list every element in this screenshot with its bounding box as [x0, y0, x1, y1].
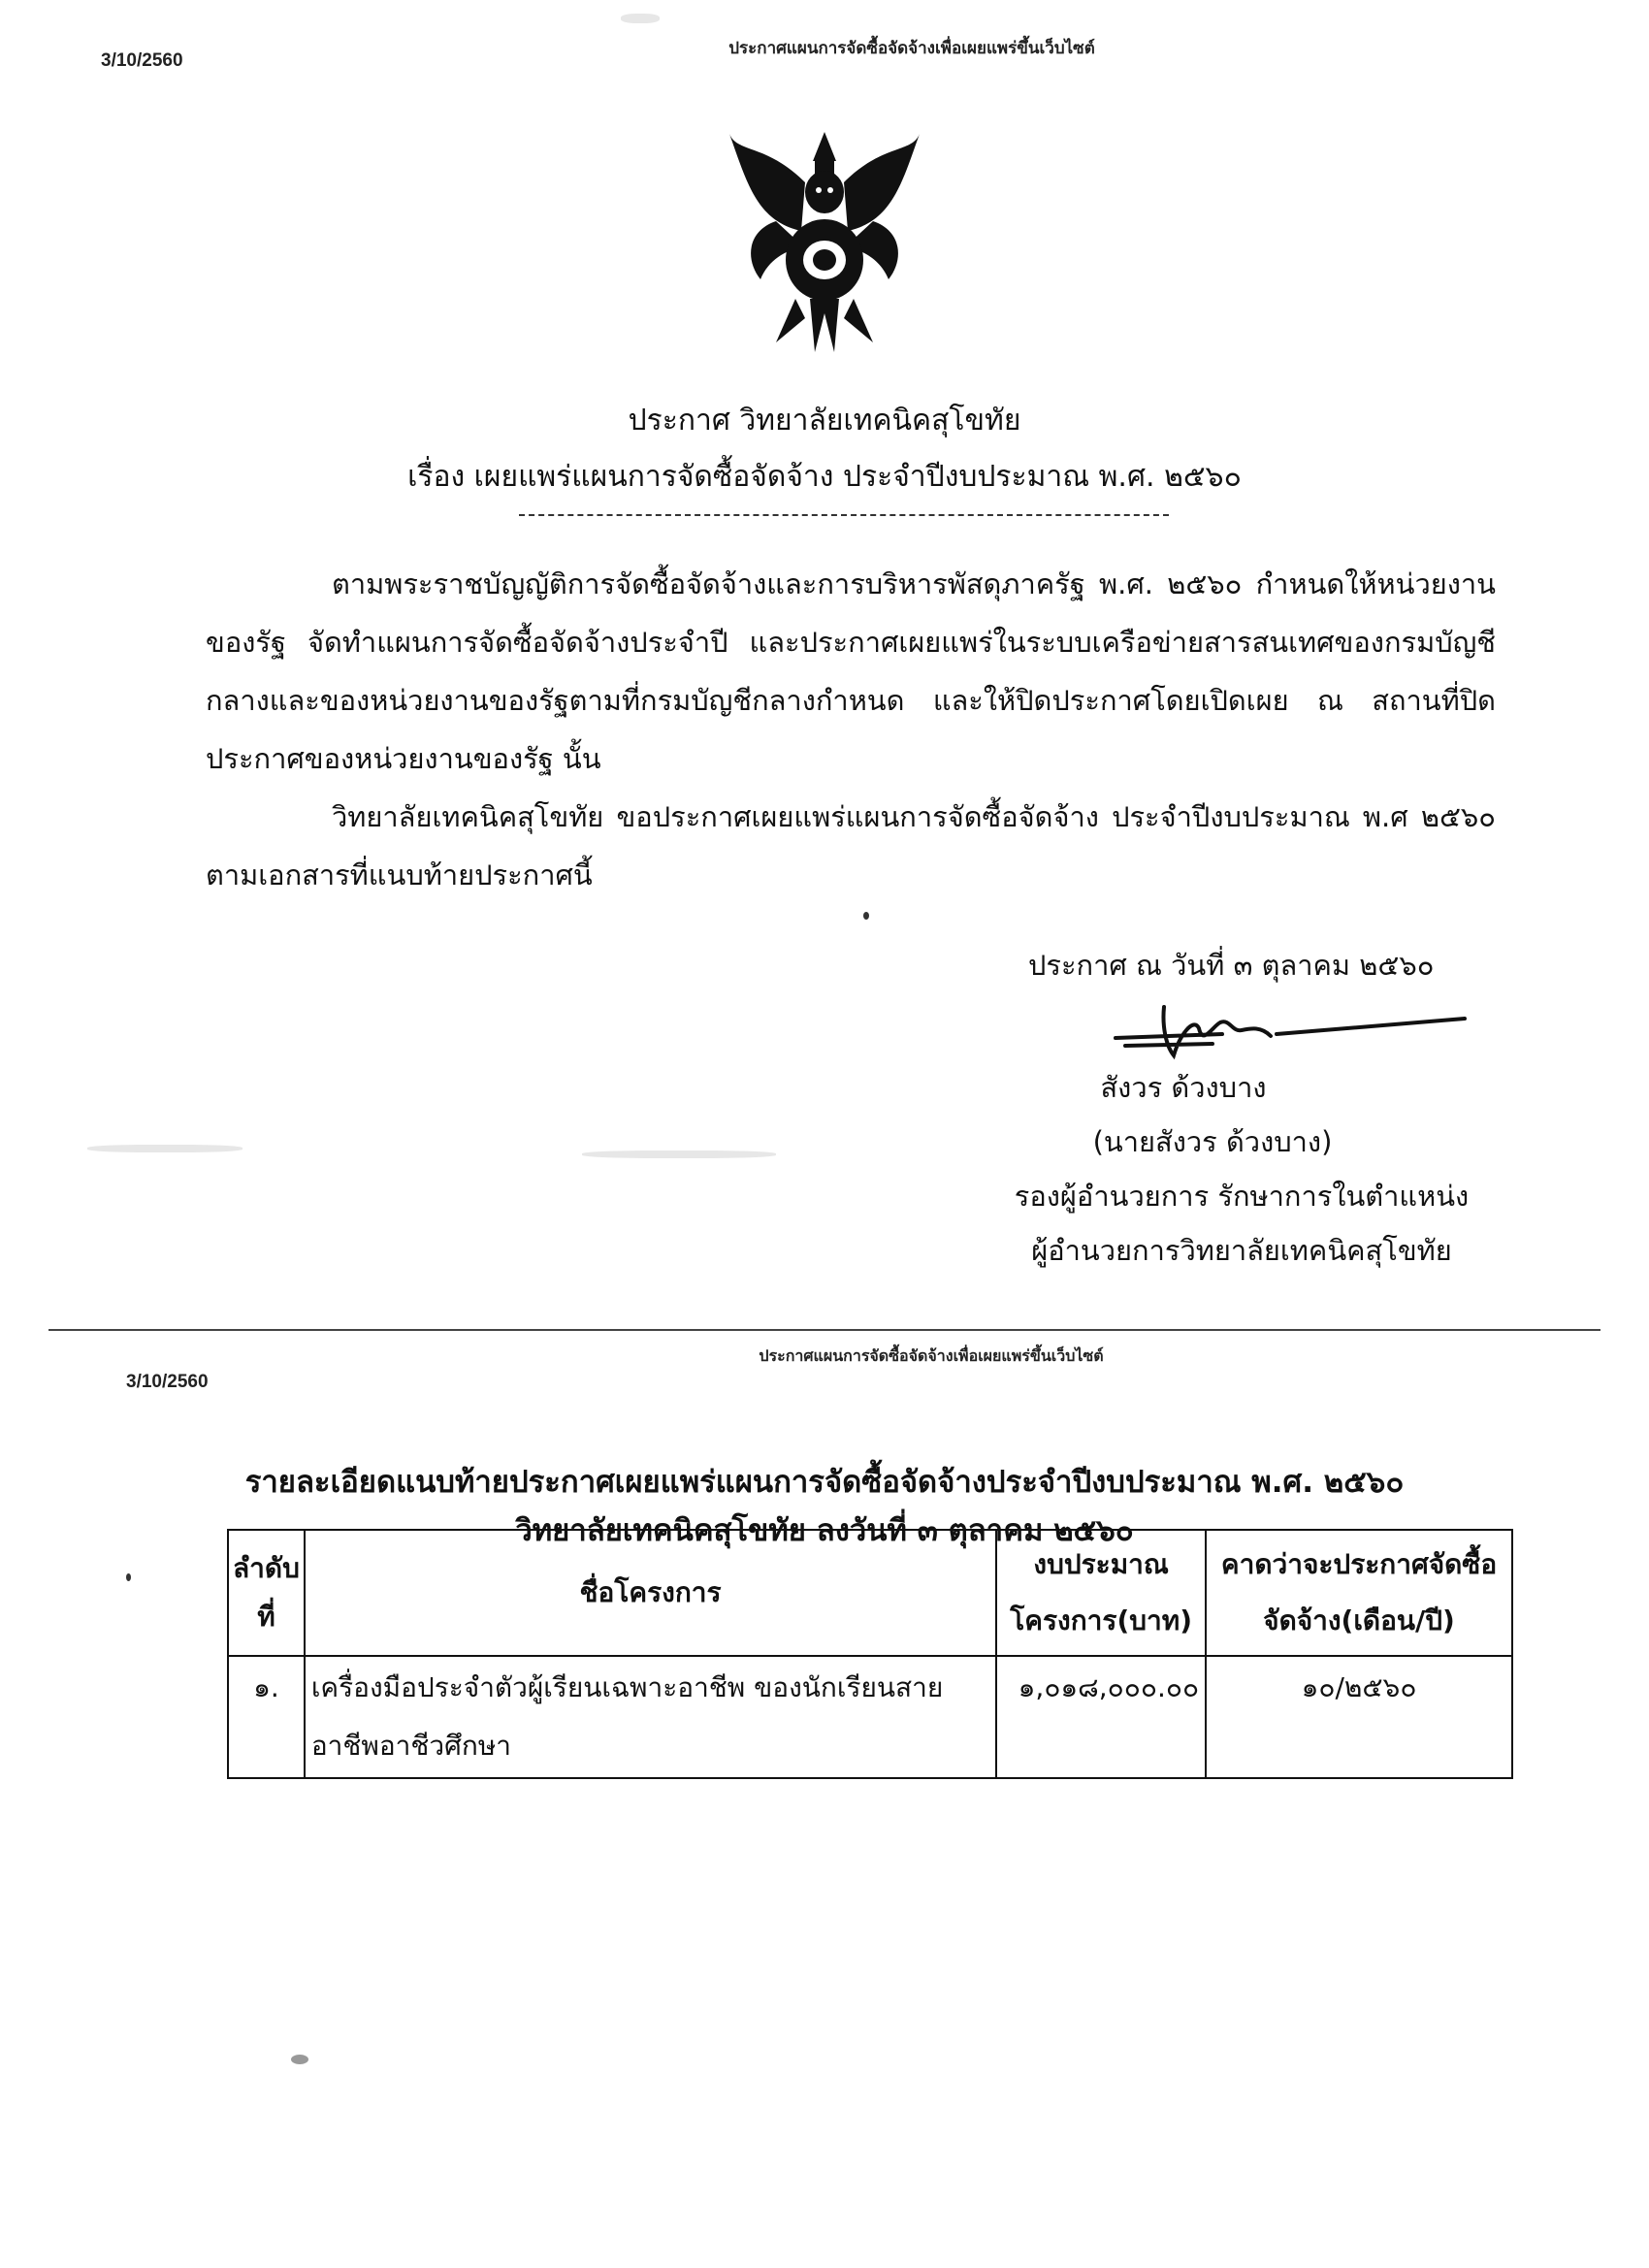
- garuda-emblem-icon: [718, 114, 931, 357]
- table-header-row: [228, 1530, 1512, 1656]
- scan-smudge: [87, 1145, 242, 1152]
- signer-position-2: ผู้อำนวยการวิทยาลัยเทคนิคสุโขทัย: [1031, 1234, 1452, 1267]
- cell-budget: ๑,๐๑๘,๐๐๐.๐๐: [996, 1656, 1206, 1778]
- page-subject: เรื่อง เผยแพร่แผนการจัดซื้อจัดจ้าง ประจำปีงบประมาณ พ.ศ. ๒๕๖๐: [407, 460, 1242, 494]
- attachment-subtitle: วิทยาลัยเทคนิคสุโขทัย ลงวันที่ ๓ ตุลาคม ๒๕๖๐: [515, 1513, 1134, 1548]
- cell-project: เครื่องมือประจำตัวผู้เรียนเฉพาะอาชีพ ของนักเรียนสายอาชีพอาชีวศึกษา: [305, 1656, 996, 1778]
- signer-short-name: สังวร ด้วงบาง: [1100, 1071, 1267, 1104]
- cell-expected: ๑๐/๒๕๖๐: [1206, 1656, 1512, 1778]
- signer-full-name: (นายสังวร ด้วงบาง): [1092, 1125, 1333, 1158]
- paragraph-1: ตามพระราชบัญญัติการจัดซื้อจัดจ้างและการบริหารพัสดุภาครัฐ พ.ศ. ๒๕๖๐ กำหนดให้หน่วยงานของรัฐ จัดทำแผนการจัดซื้อจัดจ้างประจำปี และประกาศเผยแพร่ในระบบเครือข่ายสารสนเทศของกรมบัญชีกลางและของหน่วยงานของรัฐตามที่กรมบัญชีกลางกำหนด และให้ปิดประกาศโดยเปิดเผย ณ สถานที่ปิดประกาศของหน่วยงานของรัฐ นั้น: [206, 567, 1496, 775]
- scan-smudge: [582, 1150, 776, 1158]
- page-break-line: [48, 1329, 1600, 1331]
- scan-dust: [863, 912, 869, 920]
- page-title: ประกาศ วิทยาลัยเทคนิคสุโขทัย: [628, 404, 1021, 437]
- header-expected: คาดว่าจะประกาศจัดซื้อจัดจ้าง(เดือน/ปี): [1206, 1530, 1512, 1656]
- stamp-date: 3/10/2560: [101, 50, 183, 71]
- signature-icon: [1106, 988, 1474, 1065]
- stamp-date-2: 3/10/2560: [126, 1372, 209, 1392]
- procurement-plan-table: [227, 1529, 1513, 1779]
- header-note-2: ประกาศแผนการจัดซื้อจัดจ้างเพื่อเผยแพร่ขึ้นเว็บไซต์: [759, 1346, 1104, 1365]
- signer-position-1: รองผู้อำนวยการ รักษาการในตำแหน่ง: [1014, 1180, 1470, 1213]
- title-divider: [519, 514, 1169, 516]
- header-budget: งบประมาณโครงการ(บาท): [996, 1530, 1206, 1656]
- scan-smudge: [621, 14, 660, 23]
- table-row: [228, 1656, 1512, 1778]
- header-seq: ลำดับที่: [228, 1530, 305, 1656]
- paragraph-2: วิทยาลัยเทคนิคสุโขทัย ขอประกาศเผยแพร่แผนการจัดซื้อจัดจ้าง ประจำปีงบประมาณ พ.ศ ๒๕๖๐ ตามเอกสารที่แนบท้ายประกาศนี้: [206, 800, 1496, 891]
- cell-seq: ๑.: [228, 1656, 305, 1778]
- header-note: ประกาศแผนการจัดซื้อจัดจ้างเพื่อเผยแพร่ขึ้นเว็บไซต์: [728, 39, 1095, 58]
- attachment-title: รายละเอียดแนบท้ายประกาศเผยแพร่แผนการจัดซื้อจัดจ้างประจำปีงบประมาณ พ.ศ. ๒๕๖๐: [244, 1465, 1405, 1500]
- scan-dust: [291, 2055, 308, 2064]
- header-project: ชื่อโครงการ: [305, 1530, 996, 1656]
- scan-dust: [126, 1573, 131, 1581]
- announce-date: ประกาศ ณ วันที่ ๓ ตุลาคม ๒๕๖๐: [1028, 949, 1435, 982]
